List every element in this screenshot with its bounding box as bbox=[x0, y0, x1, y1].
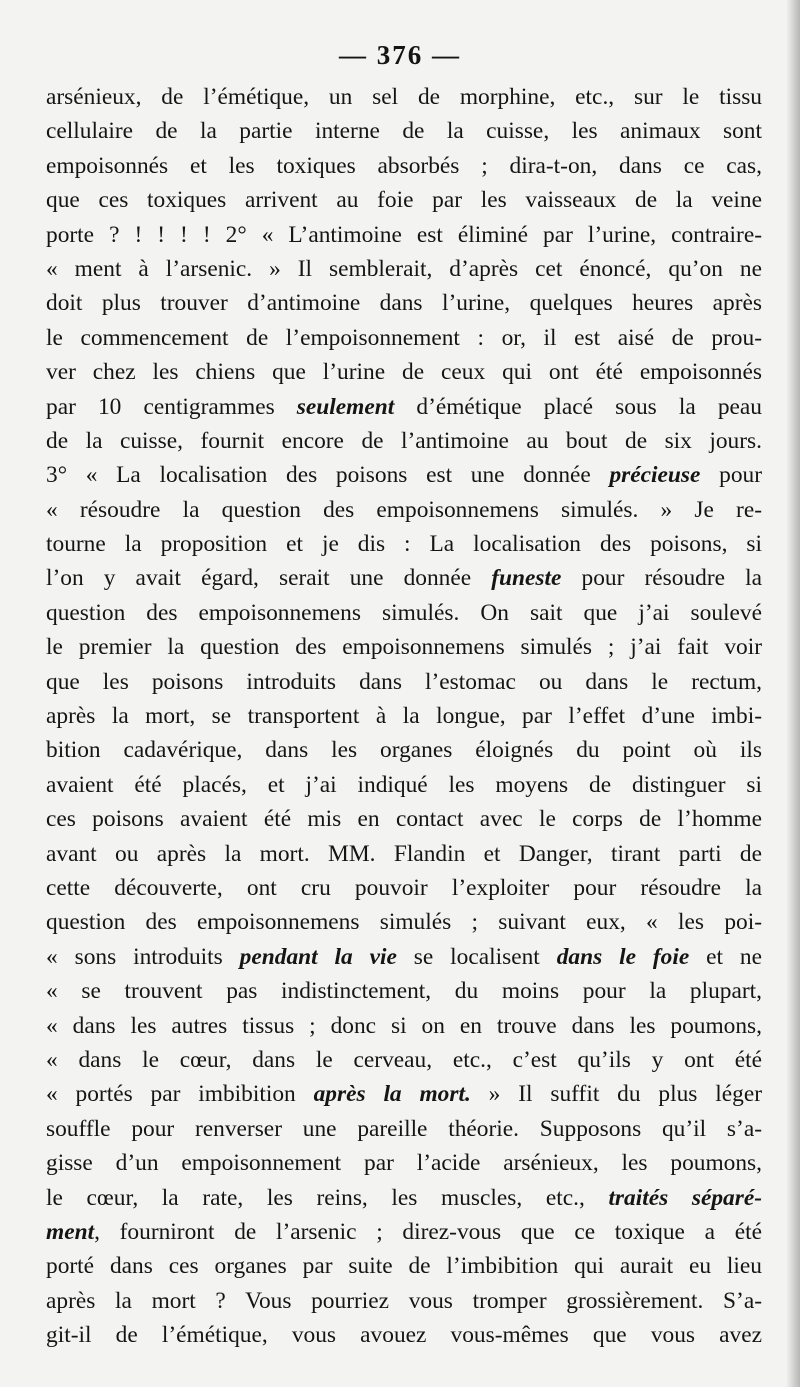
text-line: cellulaire de la partie interne de la cuisse, les animaux sont bbox=[46, 118, 762, 145]
italic-emphasis: précieuse bbox=[609, 462, 701, 489]
text-line: ment, fourniront de l’arsenic ; direz-vous que ce toxique a été bbox=[46, 1218, 762, 1245]
body-text bbox=[46, 80, 762, 1352]
text-line: que les poisons introduits dans l’estomac ou dans le rectum, bbox=[46, 668, 762, 695]
text-line: de la cuisse, fournit encore de l’antimoine au bout de six jours. bbox=[46, 427, 762, 454]
text-line: « résoudre la question des empoisonnemens simulés. » Je re- bbox=[46, 496, 762, 523]
text-line: avaient été placés, et j’ai indiqué les moyens de distinguer si bbox=[46, 771, 762, 798]
text-line: question des empoisonnemens simulés. On sait que j’ai soulevé bbox=[46, 599, 762, 626]
italic-emphasis: après la mort. bbox=[313, 1081, 471, 1108]
text-line: après la mort ? Vous pourriez vous tromper grossièrement. S’a- bbox=[46, 1287, 762, 1314]
text-line: que ces toxiques arrivent au foie par les vaisseaux de la veine bbox=[46, 187, 762, 214]
text-line: bition cadavérique, dans les organes éloignés du point où ils bbox=[46, 737, 762, 764]
text-line: 3° « La localisation des poisons est une donnée précieuse pour bbox=[46, 462, 762, 489]
text-line: question des empoisonnemens simulés ; suivant eux, « les poi- bbox=[46, 909, 762, 936]
text-line: « portés par imbibition après la mort. » Il suffit du plus léger bbox=[46, 1081, 762, 1108]
text-line: porte ? ! ! ! ! 2° « L’antimoine est éliminé par l’urine, contraire- bbox=[46, 221, 762, 248]
text-line: le premier la question des empoisonnemens simulés ; j’ai fait voir bbox=[46, 634, 762, 661]
text-line: cette découverte, ont cru pouvoir l’exploiter pour résoudre la bbox=[46, 874, 762, 901]
text-line: « dans les autres tissus ; donc si on en trouve dans les poumons, bbox=[46, 1012, 762, 1039]
text-line: porté dans ces organes par suite de l’imbibition qui aurait eu lieu bbox=[46, 1253, 762, 1280]
text-line: tourne la proposition et je dis : La localisation des poisons, si bbox=[46, 531, 762, 558]
text-line: « dans le cœur, dans le cerveau, etc., c’est qu’ils y ont été bbox=[46, 1046, 762, 1073]
text-line: le cœur, la rate, les reins, les muscles, etc., traités séparé- bbox=[46, 1184, 762, 1211]
text-line: arsénieux, de l’émétique, un sel de morphine, etc., sur le tissu bbox=[46, 84, 762, 110]
text-line: avant ou après la mort. MM. Flandin et Danger, tirant parti de bbox=[46, 840, 762, 867]
text-line: git-il de l’émétique, vous avouez vous-mêmes que vous avez bbox=[46, 1322, 762, 1349]
italic-emphasis: seulement bbox=[296, 393, 395, 420]
italic-emphasis: dans le foie bbox=[556, 943, 690, 970]
italic-emphasis: funeste bbox=[491, 565, 562, 592]
text-line: après la mort, se transportent à la longue, par l’effet d’une imbi- bbox=[46, 703, 762, 730]
text-line: gisse d’un empoisonnement par l’acide arsénieux, les poumons, bbox=[46, 1150, 762, 1177]
italic-emphasis: ment bbox=[46, 1218, 95, 1245]
text-line: l’on y avait égard, serait une donnée funeste pour résoudre la bbox=[46, 565, 762, 592]
text-line: « se trouvent pas indistinctement, du moins pour la plupart, bbox=[46, 978, 762, 1005]
text-line: souffle pour renverser une pareille théorie. Supposons qu’il s’a- bbox=[46, 1115, 762, 1142]
text-line: empoisonnés et les toxiques absorbés ; dira-t-on, dans ce cas, bbox=[46, 152, 762, 179]
text-line: le commencement de l’empoisonnement : or, il est aisé de prou- bbox=[46, 324, 762, 351]
text-line: par 10 centigrammes seulement d’émétique placé sous la peau bbox=[46, 393, 763, 420]
text-line: ver chez les chiens que l’urine de ceux qui ont été empoisonnés bbox=[46, 359, 762, 386]
page-edge-shadow bbox=[786, 0, 800, 1387]
text-line: « ment à l’arsenic. » Il semblerait, d’après cet énoncé, qu’on ne bbox=[46, 255, 762, 282]
italic-emphasis: traités séparé- bbox=[608, 1184, 762, 1211]
page-number: — 376 — bbox=[339, 40, 461, 70]
text-line: « sons introduits pendant la vie se localisent dans le foie et ne bbox=[46, 943, 762, 970]
text-line: doit plus trouver d’antimoine dans l’urine, quelques heures après bbox=[46, 290, 762, 317]
italic-emphasis: pendant la vie bbox=[239, 943, 397, 970]
text-line: ces poisons avaient été mis en contact avec le corps de l’homme bbox=[46, 806, 762, 833]
